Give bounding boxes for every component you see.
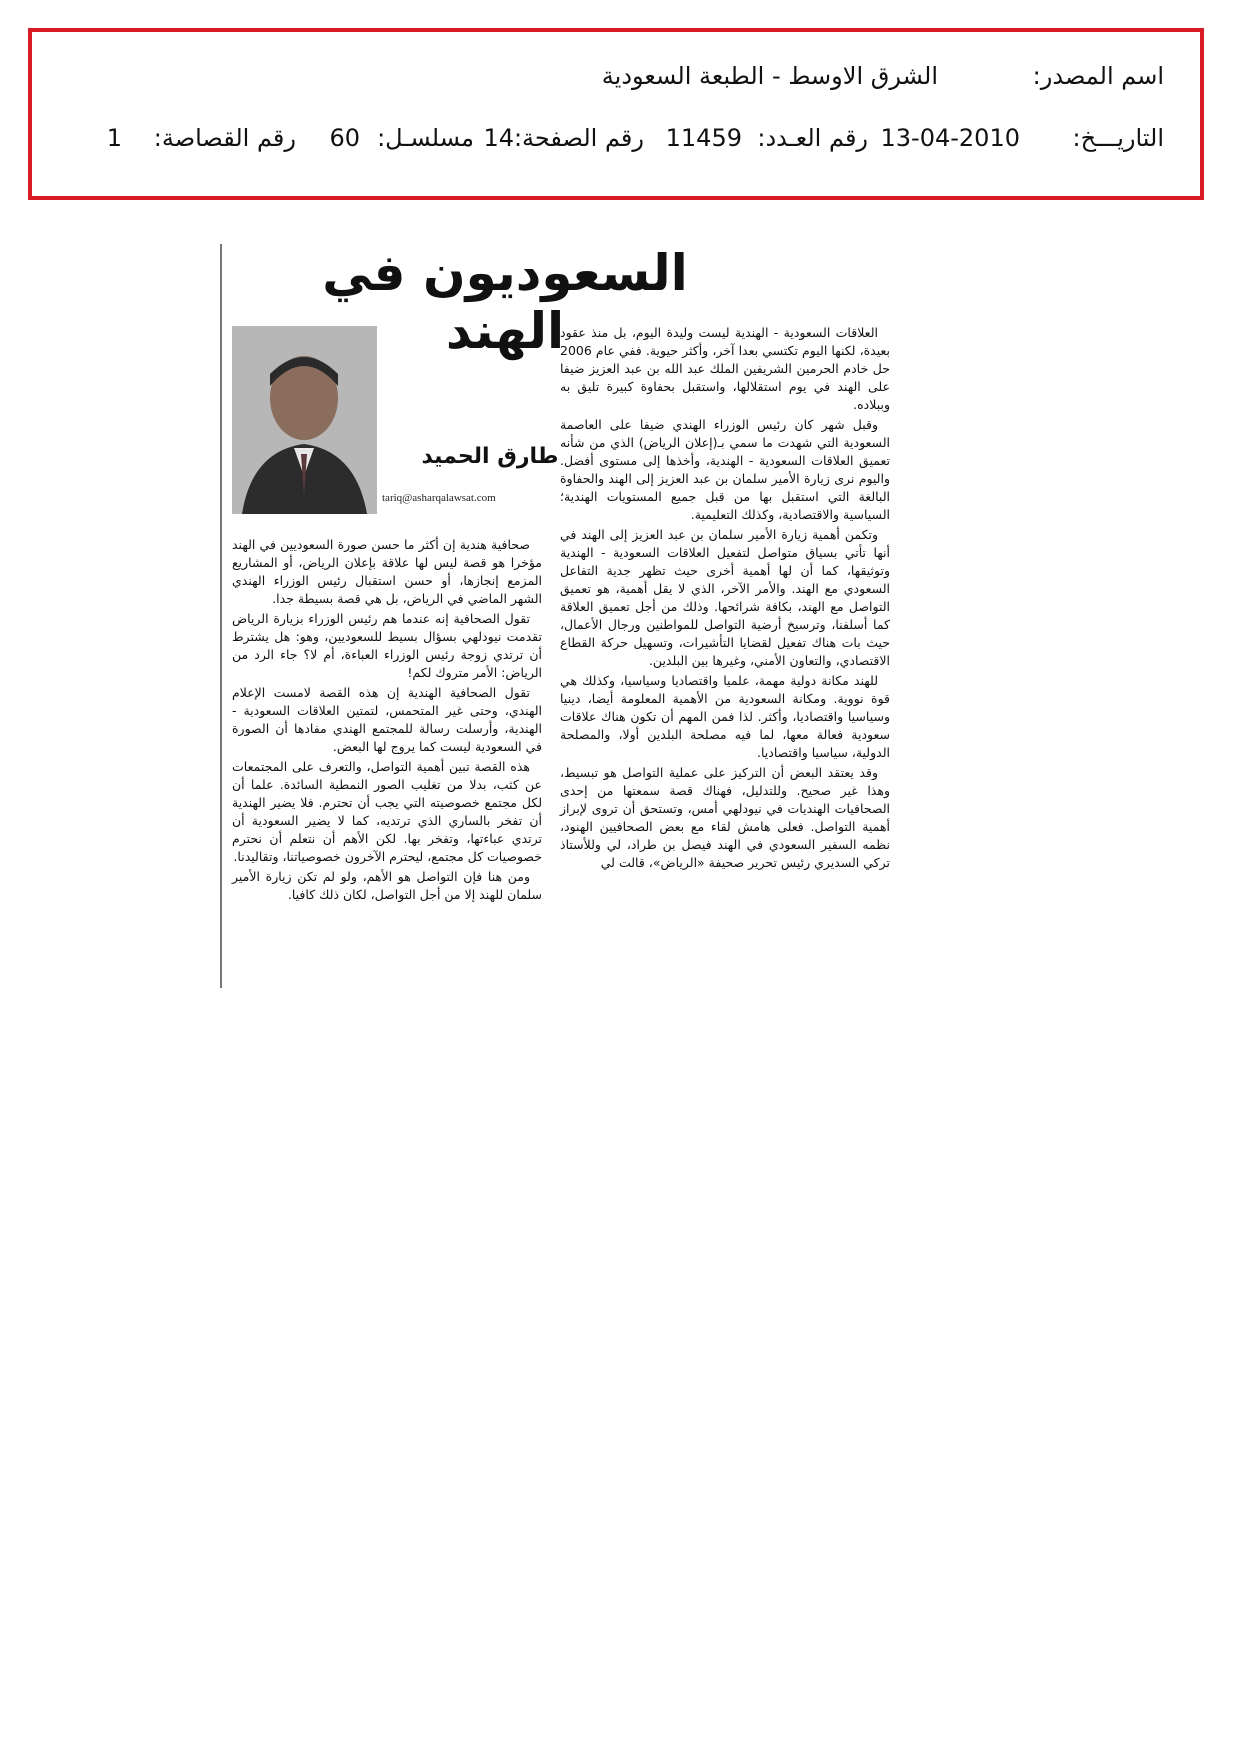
paragraph: العلاقات السعودية - الهندية ليست وليدة اليوم، بل منذ عقود بعيدة، لكنها اليوم تكتسي بعدا آخر، وأكثر حيوية. ففي عام 2006 حل خادم الحرمين الشريفين الملك عبد الله بن عبد العزيز ضيفا على الهند في يوم استقلالها، واستقبل بحفاوة كبيرة تليق به وببلاده. [560, 325, 890, 412]
date-value: 13-04-2010 [880, 124, 1020, 152]
issue-label: رقم العـدد: [757, 124, 868, 152]
clip-label: رقم القصاصة: [153, 124, 296, 152]
article-column-right [560, 324, 890, 874]
source-value: الشرق الاوسط - الطبعة السعودية [601, 62, 938, 90]
serial-value: 60 [329, 124, 360, 152]
paragraph: صحافية هندية إن أكثر ما حسن صورة السعوديين في الهند مؤخرا هو قصة ليس لها علاقة بإعلان الرياض، أو المشاريع المزمع إنجازها، أو حسن استقبال رئيس الوزراء الهندي الشهر الماضي في الرياض، بل هي قصة بسيطة جدا. [232, 537, 542, 606]
date-label: التاريـــخ: [1072, 124, 1164, 152]
page-value: 14 [483, 124, 514, 152]
column-rule [220, 244, 222, 988]
paragraph: هذه القصة تبين أهمية التواصل، والتعرف على المجتمعات عن كثب، بدلا من تغليب الصور النمطية السائدة. علما أن لكل مجتمع خصوصيته التي يجب أن تحترم. فلا يضير الهندية أن تفخر بالساري الذي ترتديه، كما لا يضير السعودية أن ترتدي عباءتها، وتفخر بها. لكن الأهم أن نتعلم أن نحترم خصوصيات كل مجتمع، ليحترم الآخرون خصوصياتنا، وتقاليدنا. [232, 759, 542, 864]
article-clipping [220, 244, 900, 988]
paragraph: وقد يعتقد البعض أن التركيز على عملية التواصل هو تبسيط، وهذا غير صحيح. وللتدليل، فهناك قصة سمعتها من إحدى الصحافيات الهنديات في نيودلهي أمس، وتستحق أن تروى لإبراز أهمية التواصل. فعلى هامش لقاء مع بعض الصحافيين الهنود، نظمه السفير السعودي في الهند فيصل بن طراد، لي وللأستاذ تركي السديري رئيس تحرير صحيفة «الرياض»، قالت لي [560, 765, 890, 870]
article-column-left [232, 536, 542, 906]
paragraph: للهند مكانة دولية مهمة، علميا واقتصاديا وسياسيا، وكذلك هي قوة نووية. ومكانة السعودية من الأهمية المعلومة أيضا، دينيا وسياسيا واقتصاديا، وأكثر. لذا فمن المهم أن تكون هناك علاقات سعودية فعالة معها، لما فيه مصلحة البلدين أولا، والمصلحة الدولية، سياسيا واقتصاديا. [560, 673, 890, 760]
source-label: اسم المصدر: [1032, 62, 1164, 90]
paragraph: ومن هنا فإن التواصل هو الأهم، ولو لم تكن زيارة الأمير سلمان للهند إلا من أجل التواصل، لكان ذلك كافيا. [232, 869, 542, 902]
clip-value: 1 [106, 124, 122, 152]
article-headline: السعوديون في الهند [322, 244, 688, 360]
paragraph: وتكمن أهمية زيارة الأمير سلمان بن عبد العزيز إلى الهند في أنها تأتي بسياق متواصل لتفعيل العلاقات السعودية - الهندية وتوثيقها، كما أن لها أهمية أخرى حيث تظهر جدية التفاعل السعودي مع الهند. والأمر الآخر، الذي لا يقل أهمية، هو تعميق التواصل مع الهند، بكافة شرائحها. وذلك من أجل تعميق العلاقة كما أسلفنا، وترسيخ أرضية التواصل للمواطنين ورجال الأعمال، حيث بات هناك تفعيل لقضايا التأشيرات، وتسهيل حركة القطاع الاقتصادي، والتعاون الأمني، وغيرها بين البلدين. [560, 527, 890, 668]
source-info-box [28, 28, 1204, 200]
author-email: tariq@asharqalawsat.com [382, 492, 496, 504]
page-label: رقم الصفحة: [513, 124, 644, 152]
serial-label: مسلسـل: [377, 124, 474, 152]
paragraph: تقول الصحافية الهندية إن هذه القصة لامست الإعلام الهندي، وحتى غير المتحمس، لتمتين العلاقات السعودية - الهندية، وأرسلت رسالة للمجتمع الهندي مفادها أن الصورة في السعودية ليست كما يروج لها البعض. [232, 685, 542, 754]
author-photo [232, 326, 377, 514]
author-name: طارق الحميد [421, 444, 559, 469]
source-row [32, 62, 1200, 94]
meta-row [32, 124, 1200, 156]
issue-value: 11459 [665, 124, 742, 152]
paragraph: وقبل شهر كان رئيس الوزراء الهندي ضيفا على العاصمة السعودية التي شهدت ما سمي بـ(إعلان الرياض) الذي من شأنه تعميق العلاقات السعودية - الهندية، وأخذها إلى مستوى أفضل. واليوم نرى زيارة الأمير سلمان بن عبد العزيز إلى الهند والحفاوة البالغة التي استقبل بها من قبل جميع المستويات الهندية؛ السياسية والاقتصادية، وكذلك التعليمية. [560, 417, 890, 522]
paragraph: تقول الصحافية إنه عندما هم رئيس الوزراء بزيارة الرياض تقدمت نيودلهي بسؤال بسيط للسعوديين، وهو: هل يشترط أن ترتدي زوجة رئيس الوزراء العباءة، أم لا؟ جاء الرد من الرياض: الأمر متروك لكم! [232, 611, 542, 680]
